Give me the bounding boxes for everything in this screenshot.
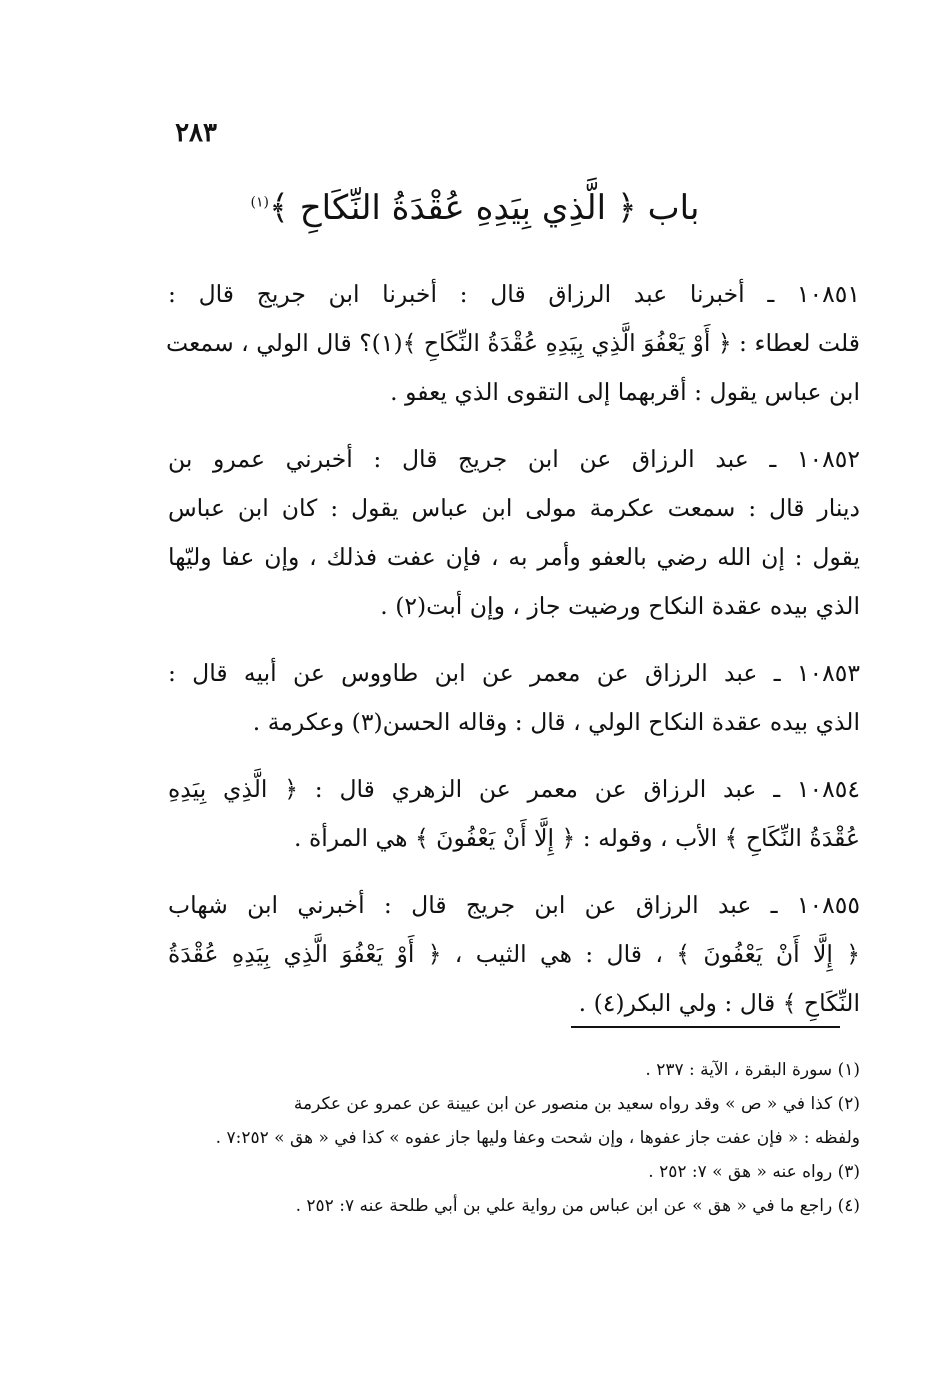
paragraph-10855 [168,881,860,1028]
text-line: النِّكَاحِ ﴾ قال : ولي البكر(٤) . [578,989,860,1017]
paragraph-10853 [168,649,860,747]
chapter-title-footnote-ref: (١) [250,194,269,211]
footnotes [168,1053,860,1223]
footnote-1: (١) سورة البقرة ، الآية : ٢٣٧ . [645,1060,860,1080]
text-line: ١٠٨٥٢ ـ عبد الرزاق عن ابن جريج قال : أخبرني عمرو بن [168,445,860,473]
footnote-2: (٢) كذا في « ص » وقد رواه سعيد بن منصور عن ابن عيينة عن عمرو عن عكرمة [293,1094,860,1114]
text-line: عُقْدَةُ النِّكَاحِ ﴾ الأب ، وقوله : ﴿ إِلَّا أَنْ يَعْفُونَ ﴾ هي المرأة . [294,824,860,852]
text-line: قلت لعطاء : ﴿ أَوْ يَعْفُوَ الَّذِي بِيَدِهِ عُقْدَةُ النِّكَاحِ ﴾(١)؟ قال الولي ، سمعت [166,329,860,357]
text-line: ﴿ إِلَّا أَنْ يَعْفُونَ ﴾ ، قال : هي الثيب ، ﴿ أَوْ يَعْفُوَ الَّذِي بِيَدِهِ عُقْدَةُ [168,940,860,968]
chapter-title [0,180,950,236]
footnote-3: (٣) رواه عنه « هق » ٧: ٢٥٢ . [648,1162,860,1182]
main-text [168,270,860,1046]
footnote-2-continued: ولفظه : « فإن عفت جاز عفوها ، وإن شحت وعفا وليها جاز عفوه » كذا في « هق » ٧:٢٥٢ . [215,1128,860,1148]
paragraph-10851 [168,270,860,417]
footnote-4: (٤) راجع ما في « هق » عن ابن عباس من رواية علي بن أبي طلحة عنه ٧: ٢٥٢ . [295,1196,860,1216]
text-line: ١٠٨٥٤ ـ عبد الرزاق عن معمر عن الزهري قال : ﴿ الَّذِي بِيَدِهِ [168,775,860,803]
text-line: يقول : إن الله رضي بالعفو وأمر به ، فإن عفت فذلك ، وإن عفا وليّها [168,543,860,571]
text-line: دينار قال : سمعت عكرمة مولى ابن عباس يقول : كان ابن عباس [168,494,860,522]
text-line: ابن عباس يقول : أقربهما إلى التقوى الذي يعفو . [390,378,860,406]
text-line: الذي بيده عقدة النكاح ورضيت جاز ، وإن أبت(٢) . [380,592,860,620]
text-line: ١٠٨٥٣ ـ عبد الرزاق عن معمر عن ابن طاووس عن أبيه قال : [168,659,860,687]
footnote-separator [571,1026,840,1028]
paragraph-10854 [168,765,860,863]
text-line: ١٠٨٥١ ـ أخبرنا عبد الرزاق قال : أخبرنا ابن جريج قال : [168,280,860,308]
paragraph-10852 [168,435,860,631]
text-line: ١٠٨٥٥ ـ عبد الرزاق عن ابن جريج قال : أخبرني ابن شهاب [168,891,860,919]
chapter-title-text: باب ﴿ الَّذِي بِيَدِهِ عُقْدَةُ النِّكَاحِ ﴾ [269,188,700,228]
text-line: الذي بيده عقدة النكاح الولي ، قال : وقاله الحسن(٣) وعكرمة . [252,708,860,736]
page-number: ٢٨٣ [175,118,217,148]
